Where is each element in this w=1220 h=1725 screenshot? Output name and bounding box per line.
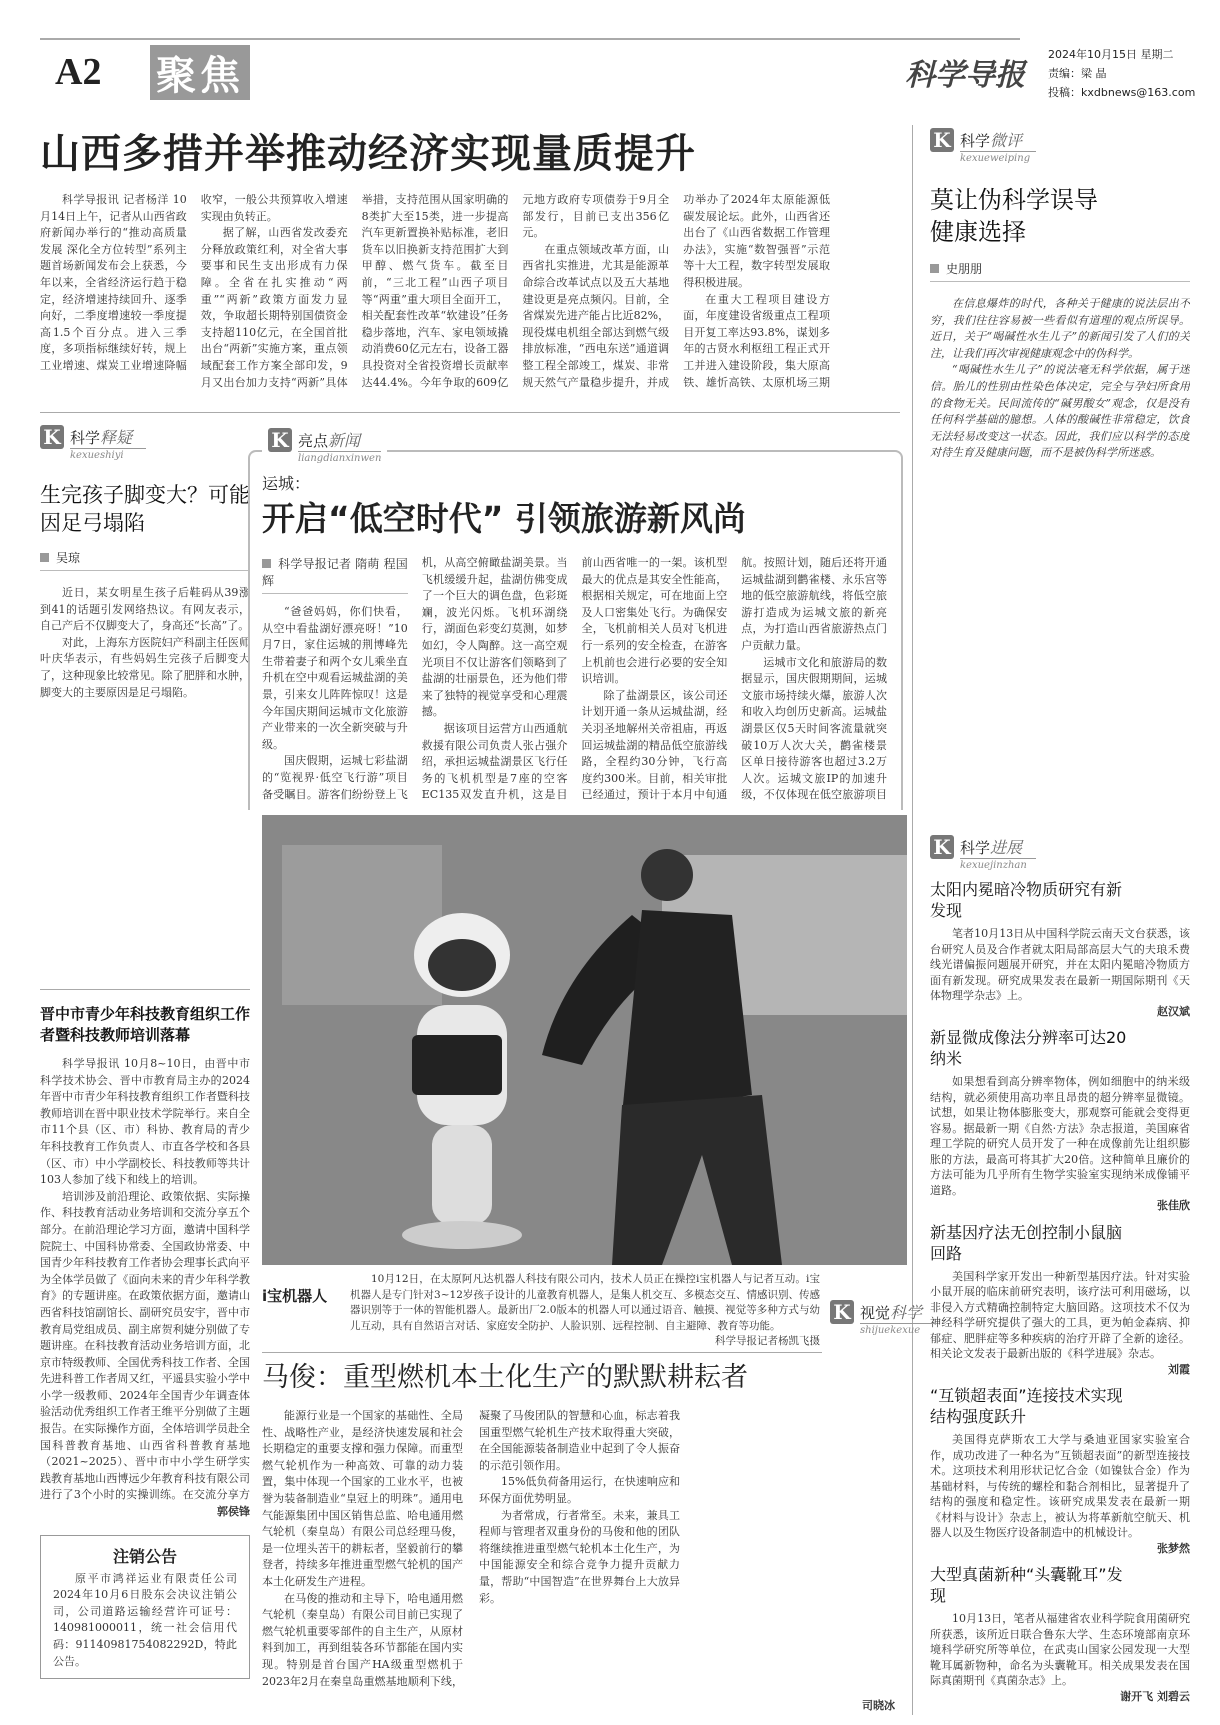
feature-body — [262, 555, 887, 805]
feature-author: 科学导报记者 隋萌 程国辉 — [262, 555, 408, 594]
brief-text: 10月13日，笔者从福建省农业科学院食用菌研究所获悉，该所近日联合鲁东大学、生态环境部南京环境科学研究所等单位，在武夷山国家公园发现一大型靴耳属新物种，命名为头囊靴耳。相关成果发表在国际真菌期刊《真菌杂志》上。 — [930, 1612, 1190, 1687]
notice-text: 原平市鸿祥运业有限责任公司2024年10月6日股东会决议注销公司，公司道路运输经营许可证号：140981000011，统一社会信用代码：91140981754082292D，特此公告。 — [53, 1571, 237, 1668]
brief-title: “互锁超表面”连接技术实现结构强度跃升 — [930, 1386, 1123, 1426]
review-body — [930, 296, 1190, 812]
training-body — [40, 1056, 250, 1504]
review-title: 莫让伪科学误导健康选择 — [930, 186, 1098, 246]
paragraph: 据该项目运营方山西通航救援有限公司负责人张占强介绍，承担运城盐湖景区飞行任务的飞机机型是7座的空客EC135双发直升机，这是目前山西省唯一的一架。该机型最大的优点是其安全性能高，根据相关规定，可在地面上空及人口密集处飞行。为确保安全，飞机前相关人员对飞机进行一系列的安全检查，在游客上机前也会进行必要的安全知识培训。 — [421, 556, 728, 802]
brief-text: 笔者10月13日从中国科学院云南天文台获悉，该台研究人员及合作者就太阳局部高层大气的夫琅禾费线光谱偏振问题展开研究，并在太阳内冕暗冷物质方面有新发现。研究成果发表在最新一期国际期刊《天体物理学杂志》上。 — [930, 927, 1190, 1002]
masthead-info — [1048, 45, 1195, 102]
feature-body-wrap — [262, 555, 887, 807]
paragraph: 科学导报讯 记者杨洋 10月14日上午，记者从山西省政府新闻办举行的“推动高质量发展 深化全方位转型”系列主题首场新闻发布会上获悉，今年以来，全省经济运行趋于稳定，经济增速持续回升、逐季向好，二季度增速较一季度提高1.5个百分点。进入三季度，多项指标继续好转，规上工业增速、煤炭工业增速降幅收窄，一般公共预算收入增速实现由负转正。 — [40, 193, 348, 372]
brief-title: 新基因疗法无创控制小鼠脑回路 — [930, 1222, 1123, 1263]
brief-title: 新显微成像法分辨率可达20纳米 — [930, 1028, 1127, 1068]
brief-item — [930, 879, 1190, 1019]
brief-text: 如果想看到高分辨率物体，例如细胞中的纳米级结构，就必须使用高功率且昂贵的超分辨率显微镜。试想，如果让物体膨胀变大，那观察可能就会变得更容易。据最新一期《自然·方法》杂志报道，美国麻省理工学院的研究人员开发了一种在成像前先让组织膨胀的方法，最高可将其扩大20倍。这种简单且廉价的方法可能为几乎所有生物学实验室实现纳米成像铺平道路。 — [930, 1075, 1190, 1197]
paragraph: 国庆假期，运城七彩盐湖的“览视界·低空飞行游”项目备受瞩目。游客们纷纷登上飞机，从高空俯瞰盐湖美景。当飞机缓缓升起，盐湖仿佛变成了一个巨大的调色盘，色彩斑斓，波光闪烁。飞机环湖绕行，湖面色彩变幻莫测，如梦如幻，令人陶醉。这一高空观光项目不仅让游客们领略到了盐湖的壮丽景色，还为他们带来了独特的视觉享受和心理震撼。 — [262, 556, 568, 801]
paragraph: 据了解，山西省发改委充分释放政策红利，对全省大事要事和民生支出形成有力保障。全省在扎实推动“两重”“两新”政策方面发力显效，争取超长期特别国债资金支持超110亿元，在全国首批出台“两新”实施方案，重点领域配套工作方案全部印发，9月又出台加力支持“两新”具体举措，支持范围从国家明确的8类扩大至15类，进一步提高汽车更新置换补贴标准，老旧货车以旧换新支持范围扩大到甲醇、燃气货车。截至目前，“三北工程”山西子项目等“两重”重大项目全面开工，相关配套性改革“软建设”任务稳步落地，汽车、家电领域撬动消费60亿元左右，设备工器具投资对全省投资增长贡献率达44.4%。今年争取的609亿元地方政府专项债券于9月全部发行，目前已支出356亿元。 — [200, 193, 670, 389]
paragraph: 对此，上海东方医院妇产科副主任医师叶庆华表示，有些妈妈生完孩子后脚变大了，这种现象比较常见。除了肥胖和水肿，脚变大的主要原因是足弓塌陷。 — [40, 635, 250, 699]
page-number: A2 — [55, 51, 102, 93]
training-author: 郭侯锋 — [217, 1505, 250, 1518]
feature-kicker: 运城： — [262, 474, 311, 493]
brief-author: 赵汉斌 — [1157, 1004, 1190, 1018]
paragraph: “喝碱性水生儿子”的说法毫无科学依据，属于迷信。胎儿的性别由性染色体决定，完全与孕妇所食用的食物无关。民间流传的“碱男酸女”观念，仅是没有任何科学基础的臆想。人体的酸碱性非常稳定，饮食无法轻易改变这一状态。因此，我们应以科学的态度对待生育及健康问题，而不是被伪科学所迷惑。 — [930, 363, 1190, 460]
brief-title: 太阳内冕暗冷物质研究有新发现 — [930, 880, 1123, 920]
notice-title: 注销公告 — [112, 1546, 177, 1566]
k-logo-icon: K — [40, 425, 64, 449]
editor: 责编：梁 晶 — [1048, 67, 1107, 80]
paragraph: 除了盐湖景区，该公司还计划开通一条从运城盐湖，经关羽圣地解州关帝祖庙，再返回运城盐湖的精品低空旅游线路，全程约30分钟，飞行高度约300米。目前，相关审批已经通过，预计于本月中旬通航。按照计划，随后还将开通运城盐湖到鹳雀楼、永乐宫等地的低空旅游航线，将低空旅游打造成为运城文旅的新亮点，为打造山西省旅游热点门户贡献力量。 — [581, 556, 887, 802]
profile-body — [262, 1408, 897, 1692]
k-logo-icon: K — [930, 128, 954, 152]
top-rule — [40, 38, 1020, 40]
lead-headline: 山西多措并举推动经济实现量质提升 — [40, 131, 696, 177]
brief-item — [930, 1027, 1190, 1214]
brief-title: 大型真菌新种“头囊靴耳”发现 — [930, 1565, 1123, 1605]
brief-author: 谢开飞 刘碧云 — [1120, 1689, 1190, 1703]
feature-badge: K 亮点新闻 liangdianxinwen — [262, 428, 387, 464]
brief-author: 刘霞 — [1168, 1362, 1190, 1376]
paragraph: 培训涉及前沿理论、政策依据、实际操作、科技教育活动业务培训和交流分享五个部分。在前沿理论学习方面，邀请中国科学院院士、中国科协常委、全国政协常委、中国青少年科技教育工作者协会理事长武向平为全体学员做了《面向未来的青少年科学教育》的专题讲座。在政策依据方面，邀请山西省科技馆副馆长、副研究员安宇，晋中市教育局党组成员、副主席贺利婕分别做了专题讲座。在科技教育活动业务培训方面，北京市特级教师、全国优秀科技工作者、全国先进科普工作者周又红，平遥县实验小学中小学一级教师、2024年全国青少年调查体验活动优秀组织工作者王维平分别做了主题报告。在实际操作方面，全体培训学员赴全国科普教育基地、山西省科普教育基地（2021~2025）、晋中市中小学生研学实践教育基地山西博远少年教育科技有限公司进行了3个小时的实操训练。在交流分享方 — [40, 1189, 250, 1502]
brief-item — [930, 1564, 1190, 1704]
paper-logo: 科学导报 — [905, 58, 1025, 93]
brief-item — [930, 1222, 1190, 1378]
qa-author: 吴琼 — [40, 549, 250, 571]
photo-caption — [350, 1272, 820, 1350]
notice-box — [40, 1535, 250, 1680]
paragraph: 能源行业是一个国家的基础性、全局性、战略性产业，是经济快速发展和社会长期稳定的重要支撑和强力保障。而重型燃气轮机作为一种高效、可靠的动力装置，集中体现一个国家的工业水平，也被誉为装备制造业“皇冠上的明珠”。通用电气能源集团中国区销售总监、哈电通用燃气轮机（秦皇岛）有限公司总经理马俊，是一位埋头苦干的耕耘者，坚毅前行的攀登者，持续多年推进重型燃气轮机的国产本土化研发生产进程。 — [262, 1409, 463, 1588]
brief-author: 张梦然 — [1157, 1541, 1190, 1555]
visual-badge: K 视觉科学 shijuekexue — [830, 1300, 936, 1336]
robot-photo — [262, 815, 907, 1265]
brief-text: 美国得克萨斯农工大学与桑迪亚国家实验室合作，成功改进了一种名为“互锁超表面”的新型连接技术。这项技术利用形状记忆合金（如镍钛合金）作为基础材料，与传统的螺栓和黏合剂相比，显著提升了结构的强度和稳定性。该研究成果发表在最新一期《材料与设计》杂志上，被认为将革新航空航天、机器人以及生物医疗设备制造中的机械设计。 — [930, 1433, 1190, 1539]
qa-body — [40, 585, 250, 975]
review-column: K 科学微评 kexueweiping 莫让伪科学误导健康选择 史朋朋 在信息爆炸的时代，各种关于健康的说法层出不穷，我们往往容易被一些看似有道理的观点所误导。近日，关于“喝碱性水生儿子”的新闻引发了人们的关注，让我们再次审视健康观念中的伪科学。 “喝碱性水生儿子”的说法毫无科学依据，属于迷信。胎儿的性别由性染色体决定，完全与孕妇所食用的食物无关。民间流传的“碱男酸女”观念，仅是没有任何科学基础的臆想。人体的酸碱性非常稳定，饮食无法轻易改变这一状态。因此，我们应以科学的态度对待生育及健康问题，而不是被伪科学所迷惑。 — [930, 128, 1190, 812]
paragraph: 近日，某女明星生孩子后鞋码从39涨到41的话题引发网络热议。有网友表示，自己产后不仅脚变大了，身高还“长高”了。 — [40, 586, 250, 633]
qa-title: 生完孩子脚变大？可能因足弓塌陷 — [40, 483, 250, 535]
paragraph: 15%低负荷备用运行，在快速响应和环保方面优势明显。 — [479, 1475, 680, 1505]
submission-email: 投稿：kxdbnews@163.com — [1048, 86, 1196, 99]
brief-item — [930, 1385, 1190, 1556]
paragraph: 在信息爆炸的时代，各种关于健康的说法层出不穷，我们往往容易被一些看似有道理的观点所误导。近日，关于“喝碱性水生儿子”的新闻引发了人们的关注，让我们再次审视健康观念中的伪科学。 — [930, 297, 1190, 360]
brief-text: 美国科学家开发出一种新型基因疗法。针对实验小鼠开展的临床前研究表明，该疗法可利用磁场，以非侵入方式精确控制特定大脑回路。这项技术不仅为神经科学研究提供了强大的工具，更为帕金森病、抑郁症、肥胖症等多种疾病的治疗开辟了全新的途径。相关论文发表于最新出版的《科学进展》杂志。 — [930, 1269, 1190, 1360]
lead-article-body — [40, 192, 830, 404]
paragraph: 运城市文化和旅游局的数据显示，国庆假期期间，运城文旅市场持续火爆，旅游人次和收入均创历史新高。运城盐湖景区仅5天时间客流量就突破10万人次大关，鹳雀楼景区单日接待游客也超过3.2万人次。运城文旅IP的加速升级，不仅体现在低空旅游项目 — [741, 655, 887, 802]
caption-text: 10月12日，在太原阿凡达机器人科技有限公司内，技术人员正在操控i宝机器人与记者互动。i宝机器人是专门针对3~12岁孩子设计的儿童教育机器人，是集人机交互、多模态交互、情感识别、传感器识别等于一体的智能机器人。最新出厂2.0版本的机器人可以通过语音、触摸、视觉等多种方式与幼儿互动，具有自然语言对话、家庭安全防护、人脸识别、远程控制、自主避障、教育等功能。 — [350, 1273, 820, 1332]
training-title: 晋中市青少年科技教育组织工作者暨科技教师培训落幕 — [40, 1005, 251, 1044]
profile-headline: 马俊：重型燃机本土化生产的默默耕耘者 — [262, 1362, 748, 1393]
section-logo: 聚焦 — [150, 45, 250, 100]
progress-column: K 科学进展 kexuejinzhan 太阳内冕暗冷物质研究有新发现 笔者10月13日从中国科学院云南天文台获悉，该台研究人员及合作者就太阳局部高层大气的夫琅禾费线光谱偏振问题展开研究，并在太阳内冕暗冷物质方面有新发现。研究成果发表在最新一期国际期刊《天体物理学杂志》上。 赵汉斌 新显微成像法分辨率可达20纳米 如果想看到高分辨率物体，例如细胞中的纳米级结构，就必须使用高功率且昂贵的超分辨率显微镜。试想，如果让物体膨胀变大，那观察可能就会变得更容易。据最新一期《自然·方法》杂志报道，美国麻省理工学院的研究人员开发了一种在成像前先让组织膨胀的方法，最高可将其扩大20倍。这种简单且廉价的方法可能为几乎所有生物学实验室实现纳米成像铺平道路。 张佳欣 新基因疗法无创控制小鼠脑回路 美国科学家开发出一种新型基因疗法。针对实验小鼠开展的临床前研究表明，该疗法可利用磁场，以非侵入方式精确控制特定大脑回路。这项技术不仅为神经科学研究提供了强大的工具，更为帕金森病、抑郁症、肥胖症等多种疾病的治疗开辟了全新的途径。相关论文发表于最新出版的《科学进展》杂志。 刘霞 “互锁超表面”连接技术实现结构强度跃升 美国得克萨斯农工大学与桑迪亚国家实验室合作，成功改进了一种名为“互锁超表面”的新型连接技术。这项技术利用形状记忆合金（如镍钛合金）作为基础材料，与传统的螺栓和黏合剂相比，显著提升了结构的强度和稳定性。该研究成果发表在最新一期《材料与设计》杂志上，被认为将革新航空航天、机器人以及生物医疗设备制造中的机械设计。 张梦然 大型真菌新种“头囊靴耳”发现 10月13日，笔者从福建省农业科学院食用菌研究所获悉，该所近日联合鲁东大学、生态环境部南京环境科学研究所等单位，在武夷山国家公园发现一大型靴耳属新物种，命名为头囊靴耳。相关成果发表在国际真菌期刊《真菌杂志》上。 谢开飞 刘碧云 — [930, 835, 1190, 1703]
review-author: 史朋朋 — [930, 260, 1190, 282]
k-logo-icon: K — [268, 428, 292, 452]
qa-column: K 科学释疑 kexueshiyi 生完孩子脚变大？可能因足弓塌陷 吴琼 近日，某女明星生孩子后鞋码从39涨到41的话题引发网络热议。有网友表示，自己产后不仅脚变大了，身高还“长高”了。 对此，上海东方医院妇产科副主任医师叶庆华表示，有些妈妈生完孩子后脚变大了，这种现象比较常见。除了肥胖和水肿，脚变大的主要原因是足弓塌陷。 晋中市青少年科技教育组织工作者暨科技教师培训落幕 科学导报讯 10月8~10日，由晋中市科学技术协会、晋中市教育局主办的2024年晋中市青少年科技教育组织工作者暨科技教师培训在晋中职业技术学院举行。来自全市11个县（区、市）科协、教育局的青少年科技教育工作负责人、市直各学校和各县（区、市）中小学副校长、科技教师等共计103人参加了线下和线上的培训。 培训涉及前沿理论、政策依据、实际操作、科技教育活动业务培训和交流分享五个部分。在前沿理论学习方面，邀请中国科学院院士、中国科协常委、全国政协常委、中国青少年科技教育工作者协会理事长武向平为全体学员做了《面向未来的青少年科学教育》的专题讲座。在政策依据方面，邀请山西省科技馆副馆长、副研究员安宇，晋中市教育局党组成员、副主席贺利婕分别做了专题讲座。在科技教育活动业务培训方面，北京市特级教师、全国优秀科技工作者、全国先进科普工作者周又红，平遥县实验小学中小学一级教师、2024年全国青少年调查体验活动优秀组织工作者王维平分别做了主题报告。在实际操作方面，全体培训学员赴全国科普教育基地、山西省科普教育基地（2021~2025）、晋中市中小学生研学实践教育基地山西博远少年教育科技有限公司进行了3个小时的实操训练。在交流分享方 郭侯锋 注销公告 原平市鸿祥运业有限责任公司2024年10月6日股东会决议注销公司，公司道路运输经营许可证号：140981000011，统一社会信用代码：91140981754082292D，特此公告。 — [40, 425, 250, 1679]
robot-photo-illustration — [262, 815, 907, 1265]
paragraph: 在马俊的推动和主导下，哈电通用燃气轮机（秦皇岛）有限公司目前已实现了燃气轮机重要零部件的自主生产，从原材料到加工，再到组装各环节都能在国内实现。特别是首台国产HA级重型燃机于2023年2月在秦皇岛重燃基地顺利下线，凝聚了马俊团队的智慧和心血，标志着我国重型燃气轮机生产技术取得重大突破，在全国能源装备制造业中起到了令人振奋的示范引领作用。 — [262, 1409, 680, 1688]
paragraph: 在重点领域改革方面，山西省扎实推进，尤其是能源革命综合改革试点以及五大基地建设更是亮点频闪。目前，全省煤炭先进产能占比近82%，现役煤电机组全部达到燃气级排放标准，“西电东送”通道调整工程全部竣工，煤炭、非常规天然气产量稳步提升，并成功举办了2024年太原能源低碳发展论坛。此外，山西省还出台了《山西省数据工作管理办法》，实施“数智强晋”示范等十大工程，数字转型发展取得积极进展。 — [522, 193, 830, 389]
k-logo-icon: K — [830, 1300, 854, 1324]
k-logo-icon: K — [930, 835, 954, 859]
photo-credit: 科学导报记者杨凯飞摄 — [715, 1335, 820, 1347]
paragraph: 科学导报讯 10月8~10日，由晋中市科学技术协会、晋中市教育局主办的2024年晋中市青少年科技教育组织工作者暨科技教师培训在晋中职业技术学院举行。来自全市11个县（区、市）科协、教育局的青少年科技教育工作负责人、市直各学校和各县（区、市）中小学副校长、科技教师等共计103人参加了线下和线上的培训。 — [40, 1057, 250, 1187]
feature-headline: 开启“低空时代” 引领旅游新风尚 — [262, 499, 746, 538]
paragraph: “爸爸妈妈，你们快看，从空中看盐湖好漂亮呀！”10月7日，家住运城的荆博峰先生带着妻子和两个女儿乘坐直升机在空中观看运城盐湖的美景，引来女儿阵阵惊叹！这是今年国庆期间运城市文化旅游产业带来的一次全新突破与升级。 — [262, 605, 408, 751]
photo-label: i宝机器人 — [262, 1287, 328, 1305]
issue-date: 2024年10月15日 星期二 — [1048, 48, 1174, 61]
brief-author: 张佳欣 — [1157, 1199, 1190, 1212]
paragraph: 在重大工程项目建设方面，年度建设省级重点工程项目开复工率达93.8%，谋划多年的古贤水利枢纽工程正式开工并进入建设阶段，集大原高铁、雄忻高铁、太原机场三期 — [683, 292, 830, 389]
profile-author: 司晓冰 — [862, 1699, 895, 1712]
paragraph: 为者常成，行者常至。未来，兼具工程师与管理者双重身份的马俊和他的团队将继续推进重型燃气轮机本土化生产，为中国能源安全和综合竞争力提升贡献力量，帮助“中国智造”在世界舞台上大放异彩。 — [479, 1508, 680, 1605]
